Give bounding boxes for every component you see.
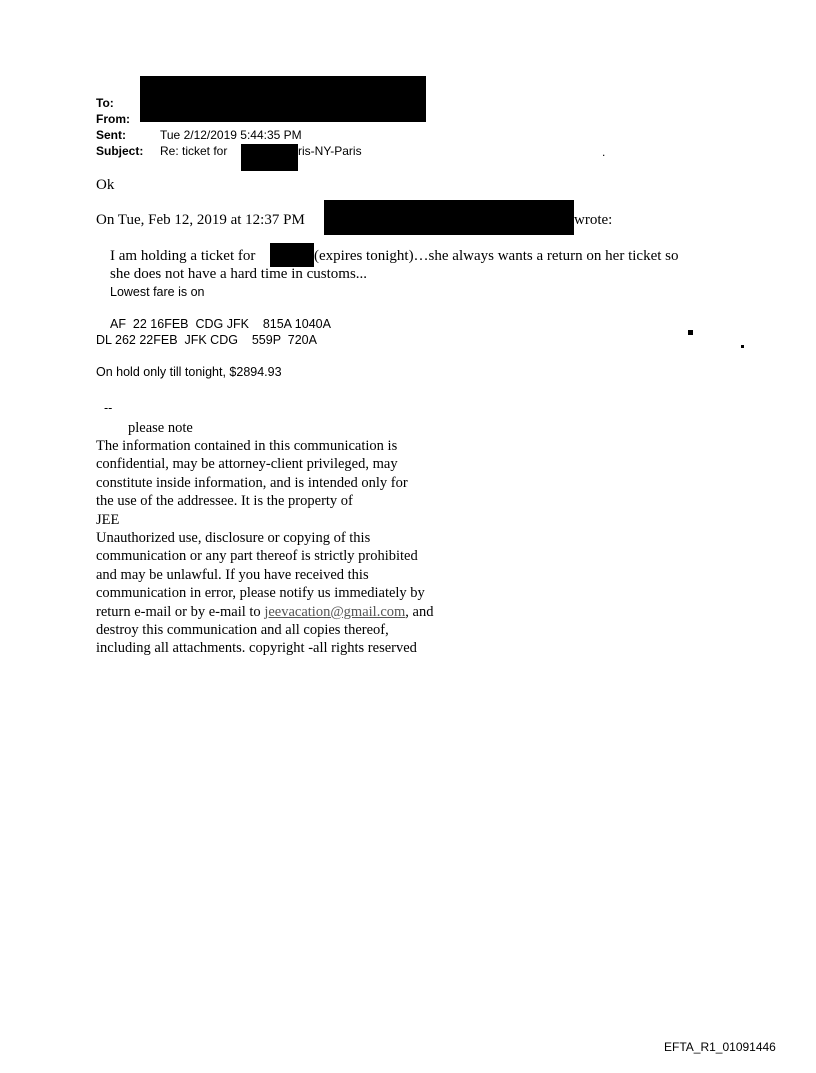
redaction-sender xyxy=(324,200,574,235)
return-suffix: , and xyxy=(405,603,434,620)
disclaimer-line: constitute inside information, and is intended only for xyxy=(96,474,408,491)
from-label: From: xyxy=(96,112,130,126)
disclaimer-email-line xyxy=(96,603,433,621)
disclaimer-line: the use of the addressee. It is the property of xyxy=(96,493,353,510)
quote-line2: she does not have a hard time in customs... xyxy=(110,266,368,282)
quote-intro-suffix: wrote: xyxy=(574,212,613,228)
signature-note: please note xyxy=(128,420,193,436)
quote-line1-prefix: I am holding a ticket for xyxy=(110,248,256,264)
redaction-to-from xyxy=(140,76,426,122)
redaction-subject xyxy=(241,144,298,171)
sent-value: Tue 2/12/2019 5:44:35 PM xyxy=(160,128,302,142)
signature-dashes: -- xyxy=(104,401,113,415)
redaction-passenger xyxy=(270,243,314,267)
subject-dot: . xyxy=(602,145,606,159)
artifact-dot xyxy=(741,345,744,348)
email-link[interactable]: jeevacation@gmail.com xyxy=(264,603,406,620)
artifact-square xyxy=(688,330,693,335)
subject-label: Subject: xyxy=(96,144,144,158)
disclaimer-line: communication or any part thereof is strictly prohibited xyxy=(96,548,418,565)
document-id: EFTA_R1_01091446 xyxy=(664,1040,776,1054)
flight-row-2: DL 262 22FEB JFK CDG 559P 720A xyxy=(96,333,317,347)
hold-notice: On hold only till tonight, $2894.93 xyxy=(96,365,282,379)
flight-row-1: AF 22 16FEB CDG JFK 815A 1040A xyxy=(110,317,331,331)
disclaimer-line: destroy this communication and all copies thereof, xyxy=(96,622,389,638)
reply-text: Ok xyxy=(96,177,115,193)
return-prefix: return e-mail or by e-mail to xyxy=(96,603,261,620)
redaction-from-small xyxy=(140,116,150,122)
quote-intro-prefix: On Tue, Feb 12, 2019 at 12:37 PM xyxy=(96,212,305,228)
disclaimer-line: communication in error, please notify us immediately by xyxy=(96,585,425,602)
sent-label: Sent: xyxy=(96,128,126,142)
disclaimer-line: confidential, may be attorney-client privileged, may xyxy=(96,456,398,473)
to-label: To: xyxy=(96,96,114,110)
quote-line1-suffix: (expires tonight)…she always wants a return on her ticket so xyxy=(314,248,679,264)
subject-prefix: Re: ticket for xyxy=(160,144,228,158)
disclaimer-line: including all attachments. copyright -all rights reserved xyxy=(96,640,417,657)
disclaimer-line: and may be unlawful. If you have received this xyxy=(96,566,369,583)
subject-suffix: ris-NY-Paris xyxy=(298,144,362,158)
fare-label: Lowest fare is on xyxy=(110,285,205,299)
disclaimer-line: Unauthorized use, disclosure or copying of this xyxy=(96,530,371,546)
disclaimer-line: JEE xyxy=(96,511,120,528)
disclaimer-line: The information contained in this communication is xyxy=(96,438,398,454)
